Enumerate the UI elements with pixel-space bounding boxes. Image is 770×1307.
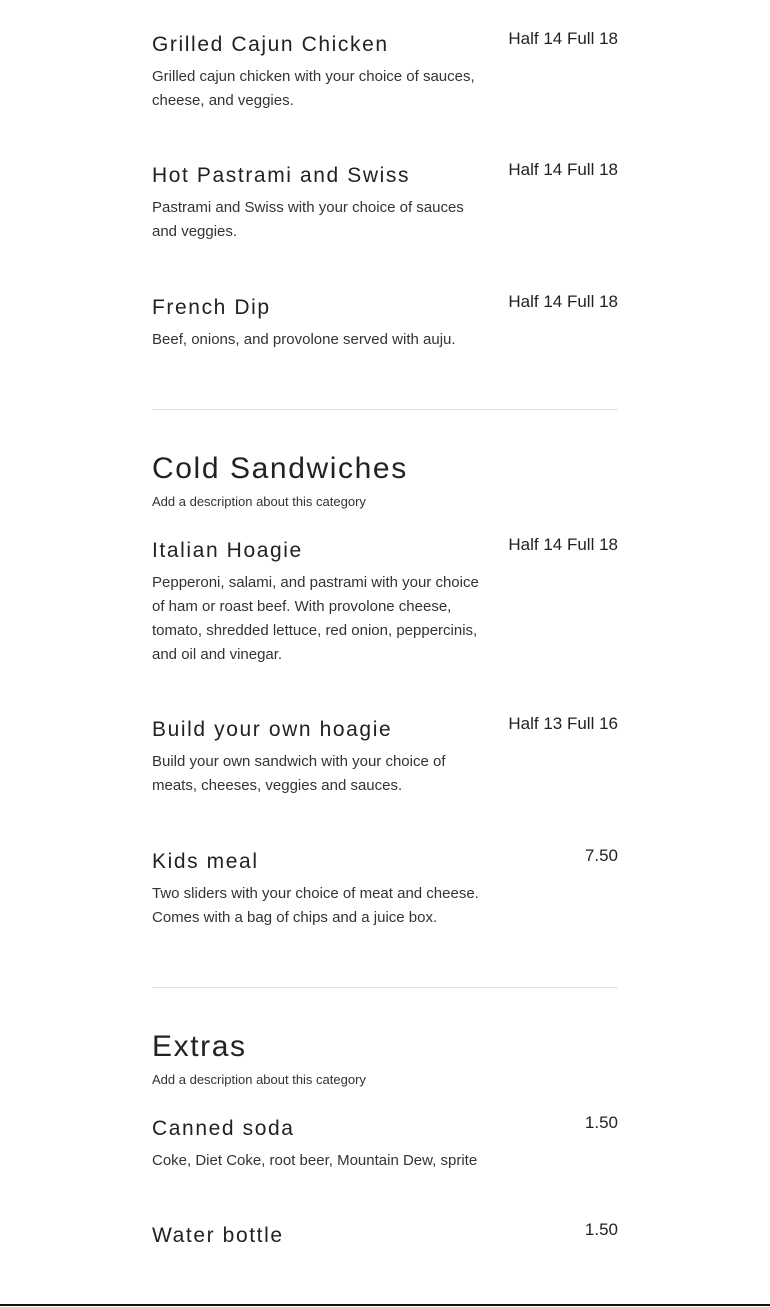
menu-item-price: Half 14 Full 18	[508, 292, 618, 311]
category-description: Add a description about this category	[152, 1072, 366, 1087]
menu-item-name: French Dip	[152, 296, 271, 319]
menu-item-description: Two sliders with your choice of meat and cheese. Comes with a bag of chips and a juice box.	[152, 885, 479, 926]
menu-item-name: Build your own hoagie	[152, 718, 393, 741]
menu-item-price: 7.50	[584, 846, 618, 865]
menu-item-price: Half 14 Full 18	[508, 160, 618, 179]
menu-item-description: Beef, onions, and provolone served with auju.	[152, 331, 456, 348]
section-divider	[152, 409, 618, 410]
menu-item-name: Canned soda	[152, 1117, 295, 1140]
menu-item-name: Italian Hoagie	[152, 539, 303, 562]
page-bottom-rule	[0, 1304, 770, 1306]
menu-item-name: Water bottle	[152, 1224, 284, 1247]
menu-item-price: Half 14 Full 18	[508, 29, 618, 48]
category-description: Add a description about this category	[152, 494, 366, 509]
menu-item-price: Half 14 Full 18	[508, 535, 618, 554]
menu-item-price: Half 13 Full 16	[508, 714, 618, 733]
menu-item-description: Coke, Diet Coke, root beer, Mountain Dew, sprite	[152, 1152, 478, 1169]
menu-item-description: Build your own sandwich with your choice of meats, cheeses, veggies and sauces.	[152, 753, 446, 794]
menu-item-price: 1.50	[584, 1220, 618, 1239]
menu-item-description: Grilled cajun chicken with your choice of sauces, cheese, and veggies.	[152, 68, 475, 109]
menu-item-name: Hot Pastrami and Swiss	[152, 164, 411, 187]
menu-item-name: Grilled Cajun Chicken	[152, 33, 389, 56]
menu-item-name: Kids meal	[152, 850, 259, 873]
menu-item-description: Pepperoni, salami, and pastrami with your choice of ham or roast beef. With provolone cheese, tomato, shredded lettuce, red onion, peppercinis, and oil and vinegar.	[152, 574, 479, 663]
menu-item-description: Pastrami and Swiss with your choice of sauces and veggies.	[152, 199, 464, 240]
category-title: Cold Sandwiches	[152, 452, 408, 485]
category-title: Extras	[152, 1030, 247, 1063]
menu-item-price: 1.50	[584, 1113, 618, 1132]
section-divider	[152, 987, 618, 988]
